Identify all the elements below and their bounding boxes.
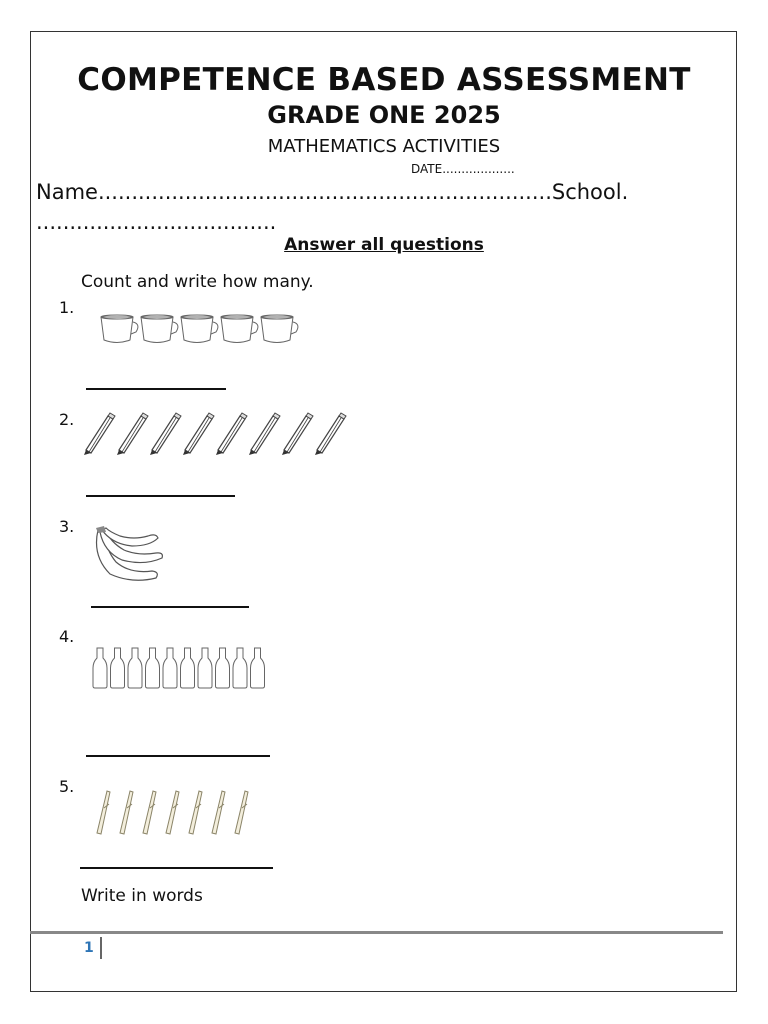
date-field: DATE................... [411,162,515,176]
answer-line[interactable] [86,495,235,497]
question-number: 1. [59,298,75,317]
question-number: 2. [59,410,75,429]
sticks-picture [94,788,258,836]
question-number: 5. [59,777,75,796]
bottle-icon [233,648,247,688]
pencil-icon [84,413,115,455]
grade-subtitle: GRADE ONE 2025 [267,101,501,129]
cup-icon [181,315,218,343]
cup-icon [101,315,138,343]
pencil-icon [216,413,247,455]
pencils-picture [82,410,352,456]
bottles-picture [92,646,268,690]
question-intro: Count and write how many. [81,272,314,292]
stick-icon [120,791,133,834]
instruction-heading: Answer all questions [284,235,484,255]
question-number: 3. [59,517,75,536]
page-title: COMPETENCE BASED ASSESSMENT [77,62,691,98]
pencil-icon [150,413,181,455]
bottle-icon [146,648,160,688]
page-border [30,31,737,992]
bottle-icon [181,648,195,688]
bottle-icon [216,648,230,688]
bottle-icon [163,648,177,688]
answer-line[interactable] [91,606,249,608]
stick-icon [143,791,156,834]
write-in-words-heading: Write in words [81,886,203,906]
cup-icon [261,315,298,343]
stick-icon [235,791,248,834]
pencil-icon [183,413,214,455]
pencil-icon [249,413,280,455]
stick-icon [97,791,110,834]
question-number: 4. [59,627,75,646]
cup-icon [141,315,178,343]
bottle-icon [251,648,265,688]
banana-bunch-icon [92,526,168,586]
answer-line[interactable] [86,755,270,757]
page-number-divider [100,937,102,959]
stick-icon [212,791,225,834]
page-number: 1 [84,940,94,956]
bottle-icon [198,648,212,688]
name-school-field: Name....................................................................School. [36,180,629,204]
pencil-icon [282,413,313,455]
subject-heading: MATHEMATICS ACTIVITIES [267,136,501,157]
cup-icon [221,315,258,343]
stick-icon [189,791,202,834]
bottle-icon [93,648,107,688]
answer-line[interactable] [86,388,226,390]
bottle-icon [111,648,125,688]
cups-picture [98,312,303,348]
answer-line[interactable] [80,867,273,869]
stick-icon [166,791,179,834]
school-field-continuation: .................................... [36,210,277,234]
bottle-icon [128,648,142,688]
footer-rule [30,931,723,934]
pencil-icon [117,413,148,455]
pencil-icon [315,413,346,455]
